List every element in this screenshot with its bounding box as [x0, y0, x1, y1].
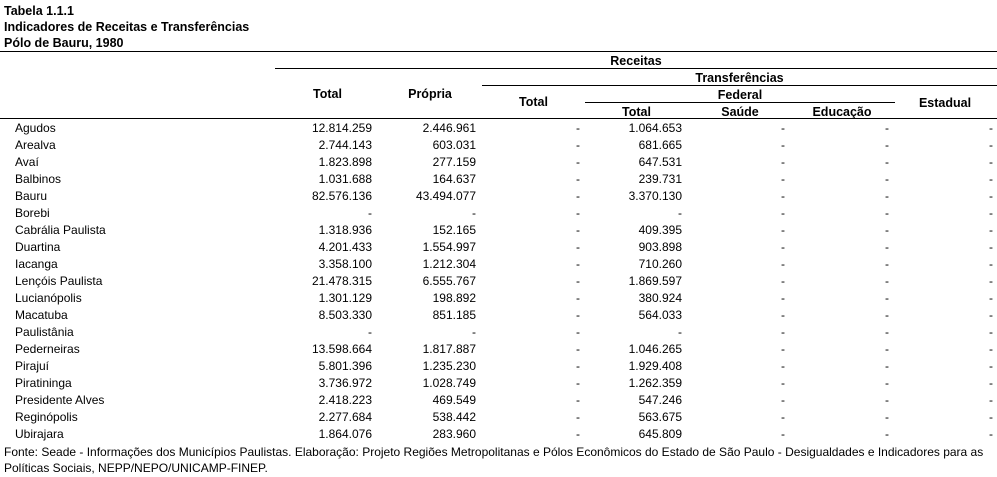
- cell-saude: -: [781, 121, 785, 135]
- table-row: [0, 375, 997, 392]
- cell-transf-total: -: [576, 308, 580, 322]
- cell-propria: 851.185: [432, 308, 476, 322]
- table-row: [0, 341, 997, 358]
- table-row: [0, 392, 997, 409]
- cell-estadual: -: [989, 308, 993, 322]
- cell-saude: -: [781, 376, 785, 390]
- cell-saude: -: [781, 410, 785, 424]
- cell-total: 1.031.688: [318, 172, 372, 186]
- cell-total: 4.201.433: [318, 240, 372, 254]
- table-row: [0, 120, 997, 137]
- cell-federal-total: -: [678, 206, 682, 220]
- table-row: [0, 273, 997, 290]
- table-row: [0, 358, 997, 375]
- cell-estadual: -: [989, 359, 993, 373]
- cell-federal-total: 1.929.408: [628, 359, 682, 373]
- cell-total: 3.358.100: [318, 257, 372, 271]
- cell-propria: 6.555.767: [422, 274, 476, 288]
- cell-federal-total: 239.731: [638, 172, 682, 186]
- header-receitas: Receitas: [610, 54, 662, 68]
- cell-municipio: Ubirajara: [15, 427, 64, 441]
- header-propria: Própria: [408, 87, 452, 101]
- cell-propria: 1.235.230: [422, 359, 476, 373]
- cell-propria: 2.446.961: [422, 121, 476, 135]
- cell-federal-total: 380.924: [638, 291, 682, 305]
- cell-propria: 1.212.304: [422, 257, 476, 271]
- cell-saude: -: [781, 206, 785, 220]
- cell-estadual: -: [989, 257, 993, 271]
- table-row: [0, 290, 997, 307]
- table-row: [0, 426, 997, 443]
- cell-federal-total: 547.246: [638, 393, 682, 407]
- cell-estadual: -: [989, 223, 993, 237]
- cell-federal-total: 710.260: [638, 257, 682, 271]
- cell-propria: 164.637: [432, 172, 476, 186]
- cell-municipio: Lençóis Paulista: [15, 274, 103, 288]
- cell-educacao: -: [885, 121, 889, 135]
- cell-propria: 538.442: [432, 410, 476, 424]
- cell-transf-total: -: [576, 155, 580, 169]
- cell-propria: -: [472, 206, 476, 220]
- cell-federal-total: 1.262.359: [628, 376, 682, 390]
- cell-federal-total: 903.898: [638, 240, 682, 254]
- cell-municipio: Pederneiras: [15, 342, 80, 356]
- header-federal-total: Total: [622, 105, 651, 119]
- cell-transf-total: -: [576, 376, 580, 390]
- header-transf-total: Total: [519, 95, 548, 109]
- cell-total: 1.301.129: [318, 291, 372, 305]
- cell-municipio: Borebi: [15, 206, 50, 220]
- cell-propria: 277.159: [432, 155, 476, 169]
- cell-saude: -: [781, 155, 785, 169]
- cell-federal-total: 409.395: [638, 223, 682, 237]
- cell-transf-total: -: [576, 121, 580, 135]
- cell-transf-total: -: [576, 325, 580, 339]
- cell-municipio: Lucianópolis: [15, 291, 82, 305]
- header-top-rule: [0, 51, 997, 52]
- header-educacao: Educação: [812, 105, 872, 119]
- cell-propria: -: [472, 325, 476, 339]
- cell-municipio: Bauru: [15, 189, 48, 203]
- cell-educacao: -: [885, 359, 889, 373]
- cell-total: 3.736.972: [318, 376, 372, 390]
- cell-propria: 1.817.887: [422, 342, 476, 356]
- cell-estadual: -: [989, 427, 993, 441]
- cell-transf-total: -: [576, 189, 580, 203]
- cell-educacao: -: [885, 291, 889, 305]
- cell-saude: -: [781, 308, 785, 322]
- cell-educacao: -: [885, 206, 889, 220]
- cell-transf-total: -: [576, 291, 580, 305]
- cell-educacao: -: [885, 342, 889, 356]
- cell-educacao: -: [885, 308, 889, 322]
- cell-estadual: -: [989, 240, 993, 254]
- cell-total: 1.864.076: [318, 427, 372, 441]
- cell-propria: 1.028.749: [422, 376, 476, 390]
- table-row: [0, 256, 997, 273]
- cell-federal-total: 563.675: [638, 410, 682, 424]
- table-row: [0, 154, 997, 171]
- cell-saude: -: [781, 325, 785, 339]
- cell-propria: 152.165: [432, 223, 476, 237]
- cell-transf-total: -: [576, 427, 580, 441]
- cell-propria: 43.494.077: [415, 189, 476, 203]
- cell-municipio: Iacanga: [15, 257, 58, 271]
- cell-municipio: Arealva: [15, 138, 56, 152]
- cell-transf-total: -: [576, 206, 580, 220]
- cell-saude: -: [781, 223, 785, 237]
- cell-estadual: -: [989, 121, 993, 135]
- cell-federal-total: 681.665: [638, 138, 682, 152]
- table-subtitle: Pólo de Bauru, 1980: [4, 36, 124, 50]
- cell-educacao: -: [885, 325, 889, 339]
- cell-federal-total: 1.869.597: [628, 274, 682, 288]
- cell-municipio: Pirajuí: [15, 359, 50, 373]
- cell-estadual: -: [989, 393, 993, 407]
- cell-municipio: Agudos: [15, 121, 56, 135]
- header-saude: Saúde: [721, 105, 759, 119]
- cell-municipio: Reginópolis: [15, 410, 78, 424]
- cell-saude: -: [781, 291, 785, 305]
- cell-estadual: -: [989, 138, 993, 152]
- cell-educacao: -: [885, 223, 889, 237]
- cell-estadual: -: [989, 274, 993, 288]
- cell-saude: -: [781, 257, 785, 271]
- cell-estadual: -: [989, 325, 993, 339]
- cell-educacao: -: [885, 240, 889, 254]
- cell-educacao: -: [885, 393, 889, 407]
- cell-transf-total: -: [576, 393, 580, 407]
- cell-municipio: Piratininga: [15, 376, 72, 390]
- cell-saude: -: [781, 427, 785, 441]
- cell-total: 12.814.259: [311, 121, 372, 135]
- cell-total: 82.576.136: [311, 189, 372, 203]
- cell-transf-total: -: [576, 257, 580, 271]
- cell-federal-total: 1.064.653: [628, 121, 682, 135]
- cell-propria: 469.549: [432, 393, 476, 407]
- cell-propria: 198.892: [432, 291, 476, 305]
- cell-educacao: -: [885, 138, 889, 152]
- cell-estadual: -: [989, 206, 993, 220]
- cell-estadual: -: [989, 376, 993, 390]
- cell-propria: 283.960: [432, 427, 476, 441]
- cell-estadual: -: [989, 410, 993, 424]
- cell-saude: -: [781, 240, 785, 254]
- cell-estadual: -: [989, 342, 993, 356]
- table-row: [0, 239, 997, 256]
- header-total: Total: [313, 87, 342, 101]
- table-row: [0, 324, 997, 341]
- cell-total: -: [368, 206, 372, 220]
- cell-saude: -: [781, 172, 785, 186]
- cell-federal-total: 645.809: [638, 427, 682, 441]
- cell-federal-total: 3.370.130: [628, 189, 682, 203]
- cell-federal-total: 564.033: [638, 308, 682, 322]
- cell-total: 1.823.898: [318, 155, 372, 169]
- table-row: [0, 307, 997, 324]
- cell-transf-total: -: [576, 274, 580, 288]
- cell-transf-total: -: [576, 240, 580, 254]
- header-federal: Federal: [717, 88, 763, 102]
- cell-federal-total: 647.531: [638, 155, 682, 169]
- cell-saude: -: [781, 393, 785, 407]
- cell-total: 5.801.396: [318, 359, 372, 373]
- cell-transf-total: -: [576, 223, 580, 237]
- cell-transf-total: -: [576, 138, 580, 152]
- cell-municipio: Avaí: [15, 155, 39, 169]
- cell-municipio: Macatuba: [15, 308, 68, 322]
- cell-educacao: -: [885, 172, 889, 186]
- cell-educacao: -: [885, 410, 889, 424]
- cell-federal-total: -: [678, 325, 682, 339]
- cell-total: 2.277.684: [318, 410, 372, 424]
- table-row: [0, 137, 997, 154]
- cell-estadual: -: [989, 172, 993, 186]
- cell-total: 21.478.315: [311, 274, 372, 288]
- cell-propria: 603.031: [432, 138, 476, 152]
- table-number: Tabela 1.1.1: [4, 4, 74, 18]
- table-row: [0, 188, 997, 205]
- cell-total: 13.598.664: [311, 342, 372, 356]
- cell-municipio: Duartina: [15, 240, 61, 254]
- cell-transf-total: -: [576, 410, 580, 424]
- header-transferencias: Transferências: [695, 71, 784, 85]
- cell-estadual: -: [989, 291, 993, 305]
- cell-total: -: [368, 325, 372, 339]
- cell-municipio: Cabrália Paulista: [15, 223, 106, 237]
- cell-municipio: Paulistânia: [15, 325, 74, 339]
- cell-total: 2.744.143: [318, 138, 372, 152]
- source-note: Fonte: Seade - Informações dos Municípios Paulistas. Elaboração: Projeto Regiões Metropolitanas e Pólos Econômicos do Estado de São Paulo - Desigualdades e Indicadores para as Políticas Sociais, NEPP/NEPO/UNICAMP-FINEP.: [4, 445, 984, 475]
- cell-saude: -: [781, 359, 785, 373]
- cell-estadual: -: [989, 189, 993, 203]
- cell-saude: -: [781, 189, 785, 203]
- cell-transf-total: -: [576, 359, 580, 373]
- cell-educacao: -: [885, 274, 889, 288]
- cell-saude: -: [781, 274, 785, 288]
- cell-total: 1.318.936: [318, 223, 372, 237]
- cell-educacao: -: [885, 376, 889, 390]
- cell-saude: -: [781, 138, 785, 152]
- table-title: Indicadores de Receitas e Transferências: [4, 20, 250, 34]
- table-row: [0, 222, 997, 239]
- cell-federal-total: 1.046.265: [628, 342, 682, 356]
- cell-transf-total: -: [576, 172, 580, 186]
- table-row: [0, 409, 997, 426]
- cell-saude: -: [781, 342, 785, 356]
- cell-transf-total: -: [576, 342, 580, 356]
- cell-educacao: -: [885, 155, 889, 169]
- cell-total: 2.418.223: [318, 393, 372, 407]
- cell-educacao: -: [885, 257, 889, 271]
- header-estadual: Estadual: [918, 96, 972, 110]
- table-row: [0, 205, 997, 222]
- table-row: [0, 171, 997, 188]
- cell-municipio: Presidente Alves: [15, 393, 105, 407]
- cell-educacao: -: [885, 189, 889, 203]
- cell-total: 8.503.330: [318, 308, 372, 322]
- cell-educacao: -: [885, 427, 889, 441]
- cell-propria: 1.554.997: [422, 240, 476, 254]
- cell-estadual: -: [989, 155, 993, 169]
- cell-municipio: Balbinos: [15, 172, 62, 186]
